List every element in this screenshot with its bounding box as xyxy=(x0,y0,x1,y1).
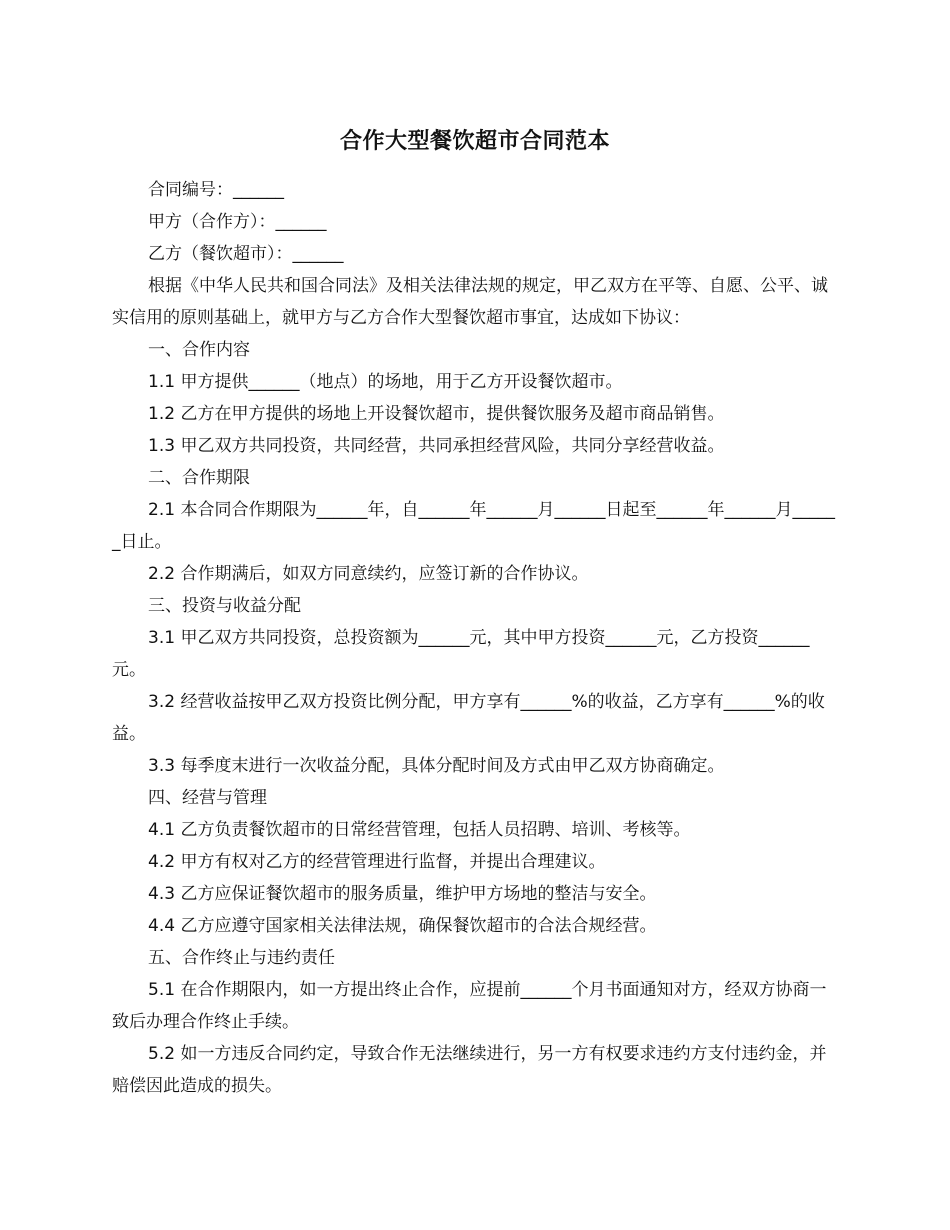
preamble-paragraph: 根据《中华人民共和国合同法》及相关法律法规的规定，甲乙双方在平等、自愿、公平、诚实信用的原则基础上，就甲方与乙方合作大型餐饮超市事宜，达成如下协议： xyxy=(112,276,828,328)
clause-2-2: 2.2 合作期满后，如双方同意续约，应签订新的合作协议。 xyxy=(148,564,589,584)
clause-3-3: 3.3 每季度末进行一次收益分配，具体分配时间及方式由甲乙双方协商确定。 xyxy=(148,756,725,776)
section-heading-4: 四、经营与管理 xyxy=(148,788,267,808)
clause-5-1: 5.1 在合作期限内，如一方提出终止合作，应提前______个月书面通知对方，经双方协商一致后办理合作终止手续。 xyxy=(112,980,827,1032)
clause-3-2: 3.2 经营收益按甲乙双方投资比例分配，甲方享有______%的收益，乙方享有______%的收益。 xyxy=(112,692,825,744)
contract-number-line: 合同编号：______ xyxy=(148,180,284,200)
clause-4-1: 4.1 乙方负责餐饮超市的日常经营管理，包括人员招聘、培训、考核等。 xyxy=(148,820,691,840)
section-heading-3: 三、投资与收益分配 xyxy=(148,596,301,616)
clause-4-4: 4.4 乙方应遵守国家相关法律法规，确保餐饮超市的合法合规经营。 xyxy=(148,916,657,936)
clause-2-1: 2.1 本合同合作期限为______年，自______年______月______日起至______年______月______日止。 xyxy=(112,500,835,552)
document-title: 合作大型餐饮超市合同范本 xyxy=(339,129,610,154)
document-body xyxy=(112,174,840,1102)
clause-1-2: 1.2 乙方在甲方提供的场地上开设餐饮超市，提供餐饮服务及超市商品销售。 xyxy=(148,404,725,424)
section-heading-5: 五、合作终止与违约责任 xyxy=(148,948,335,968)
party-a-line: 甲方（合作方）：______ xyxy=(148,212,327,232)
clause-1-3: 1.3 甲乙双方共同投资，共同经营，共同承担经营风险，共同分享经营收益。 xyxy=(148,436,725,456)
clause-4-2: 4.2 甲方有权对乙方的经营管理进行监督，并提出合理建议。 xyxy=(148,852,606,872)
clause-4-3: 4.3 乙方应保证餐饮超市的服务质量，维护甲方场地的整洁与安全。 xyxy=(148,884,657,904)
party-b-line: 乙方（餐饮超市）：______ xyxy=(148,244,344,264)
section-heading-2: 二、合作期限 xyxy=(148,468,250,488)
section-heading-1: 一、合作内容 xyxy=(148,340,250,360)
clause-5-2: 5.2 如一方违反合同约定，导致合作无法继续进行，另一方有权要求违约方支付违约金，并赔偿因此造成的损失。 xyxy=(112,1044,827,1096)
clause-1-1: 1.1 甲方提供______（地点）的场地，用于乙方开设餐饮超市。 xyxy=(148,372,623,392)
clause-3-1: 3.1 甲乙双方共同投资，总投资额为______元，其中甲方投资______元，乙方投资______元。 xyxy=(112,628,810,680)
